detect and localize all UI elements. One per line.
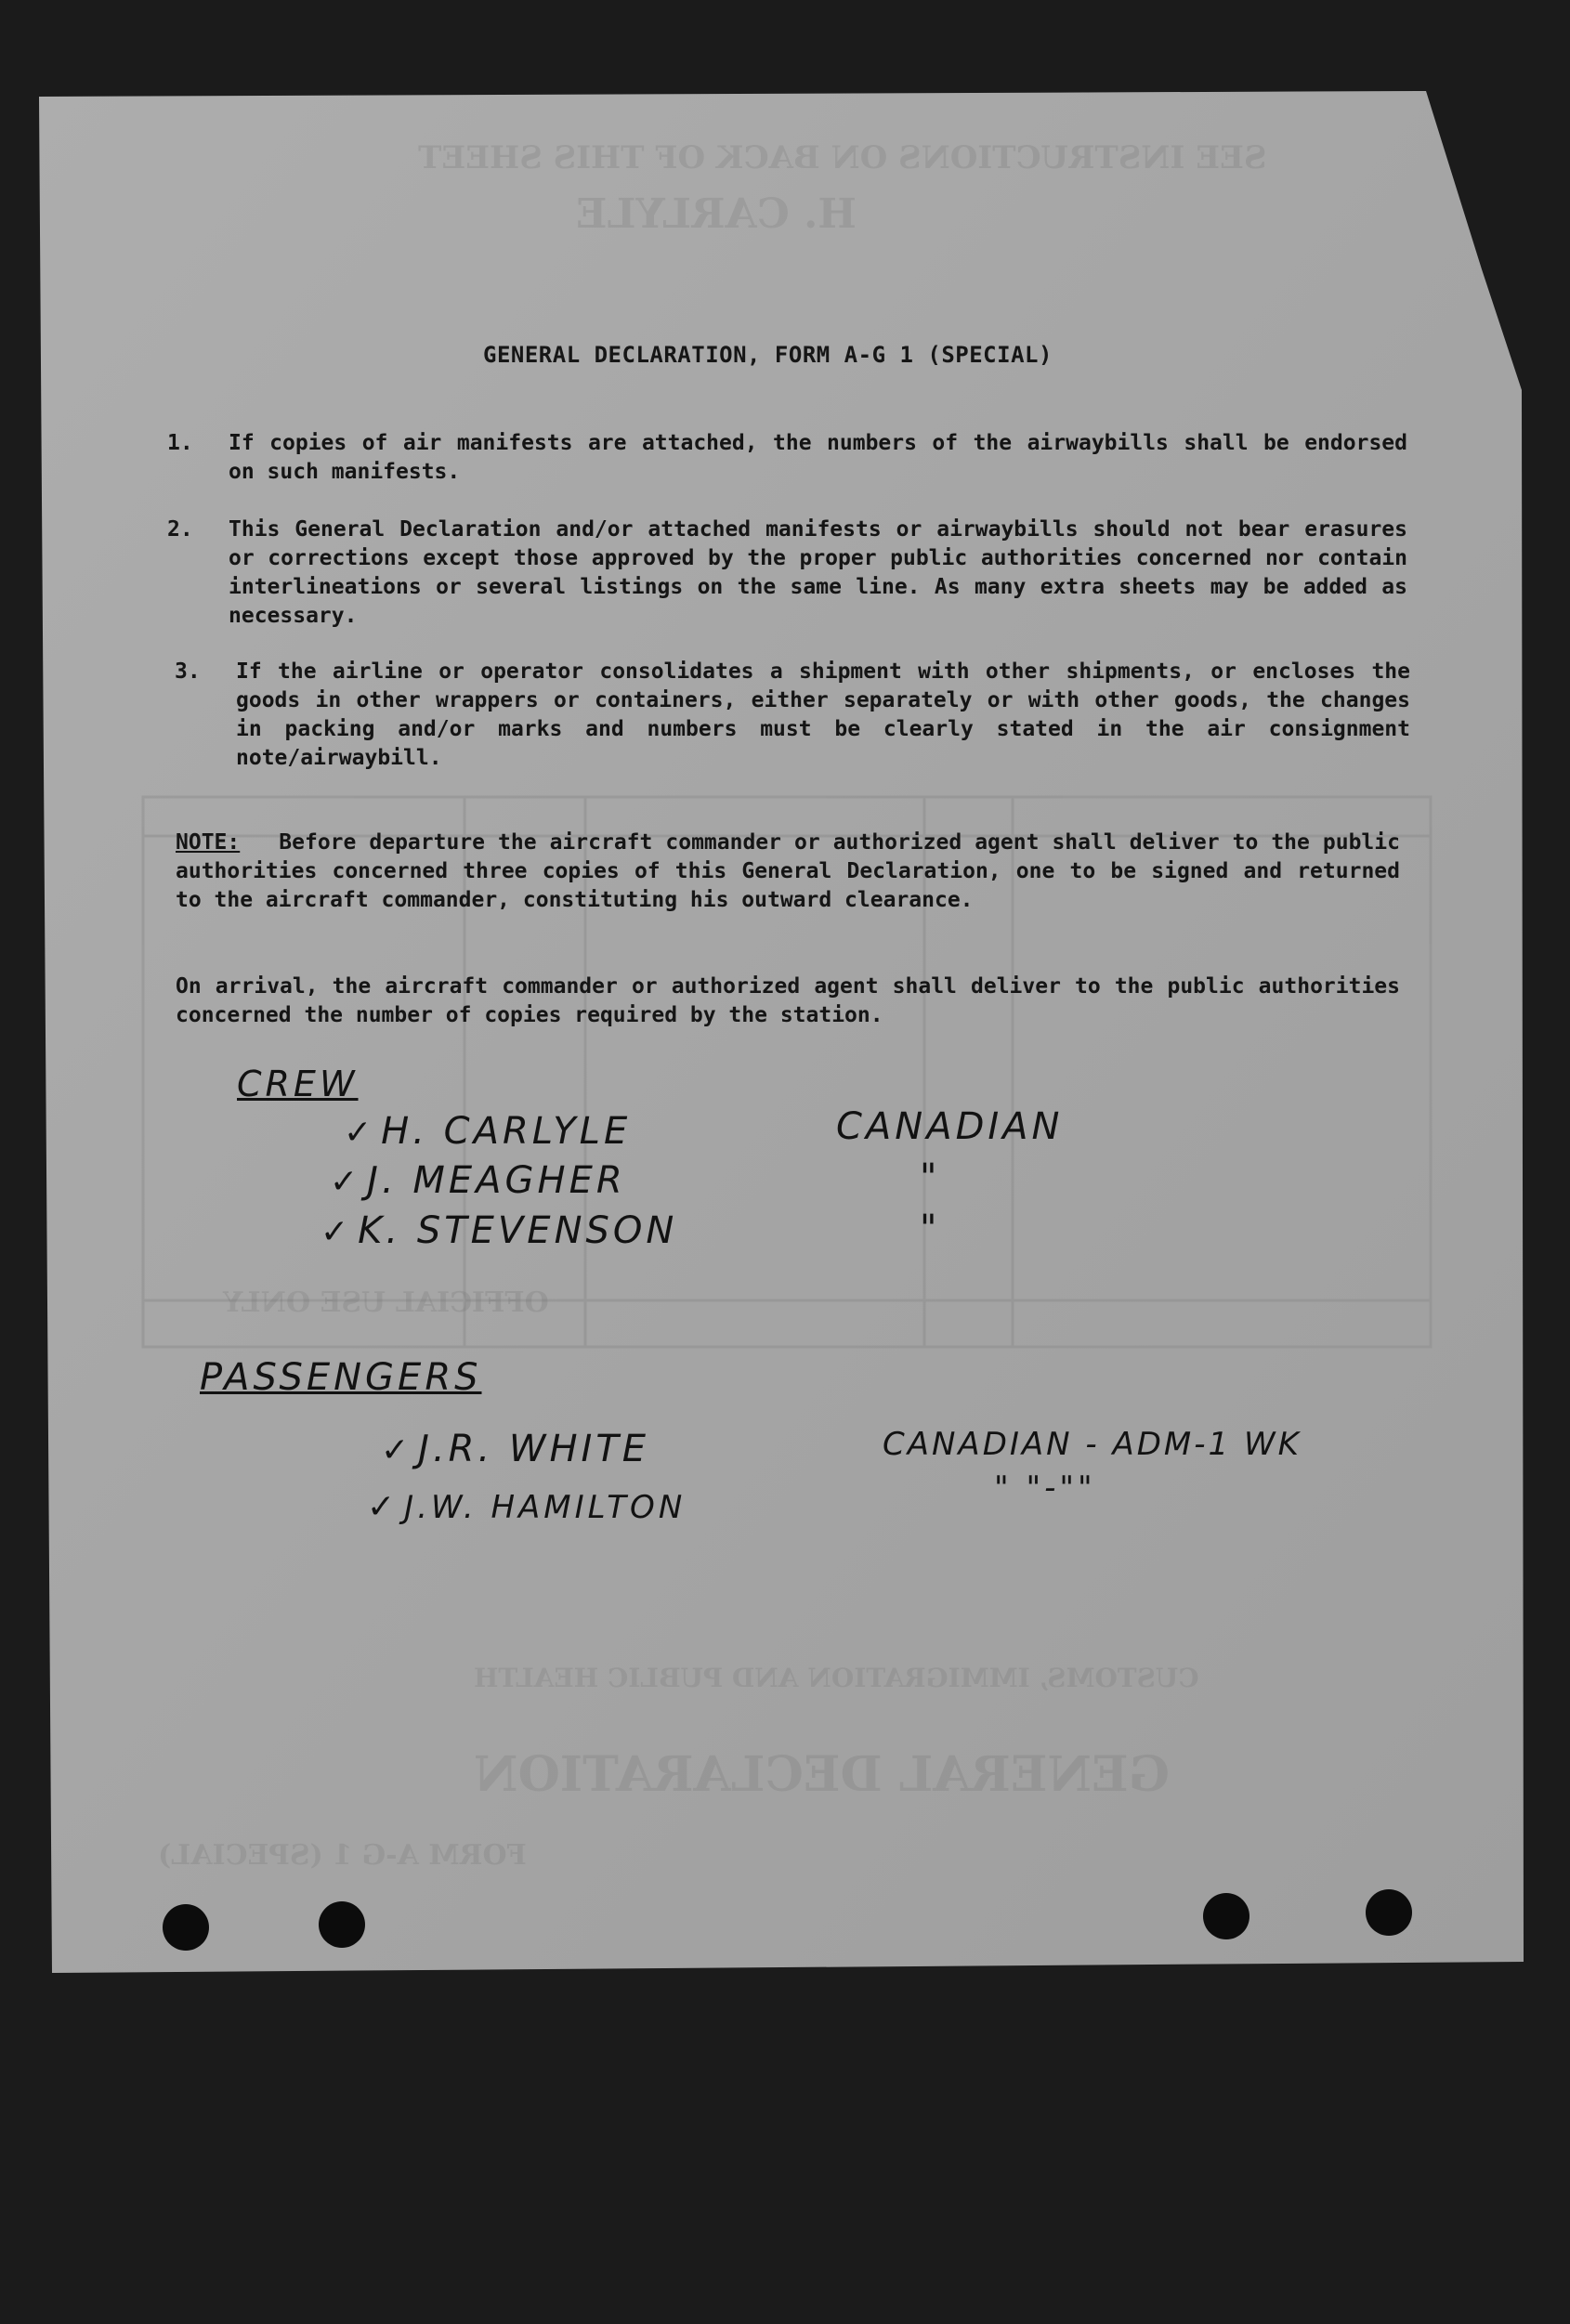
bleed-through-text: OFFICIAL USE ONLY [223,1286,549,1319]
punch-hole [319,1901,365,1948]
bleed-through-text: CUSTOMS, IMMIGRATION AND PUBLIC HEALTH [474,1663,1199,1693]
arrival-paragraph: On arrival, the aircraft commander or authorized agent shall deliver to the public authorities concerned the number of copies required by the station. [176,974,1400,1027]
passengers-heading: PASSENGERS [200,1356,482,1399]
instruction-item-1 [167,429,1407,487]
check-mark-icon: ✓ [344,1114,376,1152]
bleed-through-text: FORM A-G 1 (SPECIAL) [158,1839,527,1872]
passenger-nationality: " "-"" [994,1469,1096,1507]
crew-name: ✓ K. STEVENSON [321,1209,678,1252]
item-text: If the airline or operator consolidates a shipment with other shipments, or encloses the goods in other wrappers or containers, either separately or with other goods, the changes in packing and/or marks and numbers must be clearly stated in the air consignment note/airwaybill. [236,659,1410,770]
crew-nationality: " [920,1208,941,1250]
item-number: 2. [167,517,193,542]
crew-nationality: " [920,1156,941,1199]
bleed-through-text: GENERAL DECLARATION [474,1746,1171,1803]
passenger-name: ✓ J.R. WHITE [381,1428,650,1470]
check-mark-icon: ✓ [381,1431,413,1469]
instruction-item-2 [167,516,1407,631]
punch-hole [1366,1889,1412,1936]
item-text: This General Declaration and/or attached manifests or airwaybills should not bear erasures or corrections except those approved by the proper public authorities concerned nor contain interlineations or several listings on the same line. As many extra sheets may be added as necessary. [229,517,1407,628]
crew-nationality: CANADIAN [836,1105,1064,1148]
punch-hole [1203,1893,1249,1939]
punch-hole [163,1904,209,1951]
bleed-through-text: SEE INSTRUCTIONS ON BACK OF THIS SHEET [418,139,1267,176]
note-text: Before departure the aircraft commander or authorized agent shall deliver to the public authorities concerned three copies of this General Declaration, one to be signed and returned to the aircraft commander, constituting his outward clearance. [176,830,1400,912]
note-label: NOTE: [176,830,241,855]
check-mark-icon: ✓ [367,1488,399,1526]
crew-heading: CREW [237,1064,359,1104]
bleed-through-text: H. CARLYLE [576,190,857,238]
item-text: If copies of air manifests are attached, the numbers of the airwaybills shall be endorsed on such manifests. [229,431,1407,484]
page-title: GENERAL DECLARATION, FORM A-G 1 (SPECIAL) [483,342,1053,368]
passenger-name: ✓ J.W. HAMILTON [367,1488,687,1526]
check-mark-icon: ✓ [330,1163,362,1201]
note-paragraph [176,829,1400,915]
item-number: 1. [167,431,193,455]
crew-name: ✓ J. MEAGHER [330,1159,626,1202]
check-mark-icon: ✓ [321,1213,353,1251]
crew-name: ✓ H. CARLYLE [344,1110,632,1153]
instruction-item-3 [175,658,1410,773]
passenger-nationality: CANADIAN - ADM-1 WK [883,1426,1302,1463]
item-number: 3. [175,659,201,684]
